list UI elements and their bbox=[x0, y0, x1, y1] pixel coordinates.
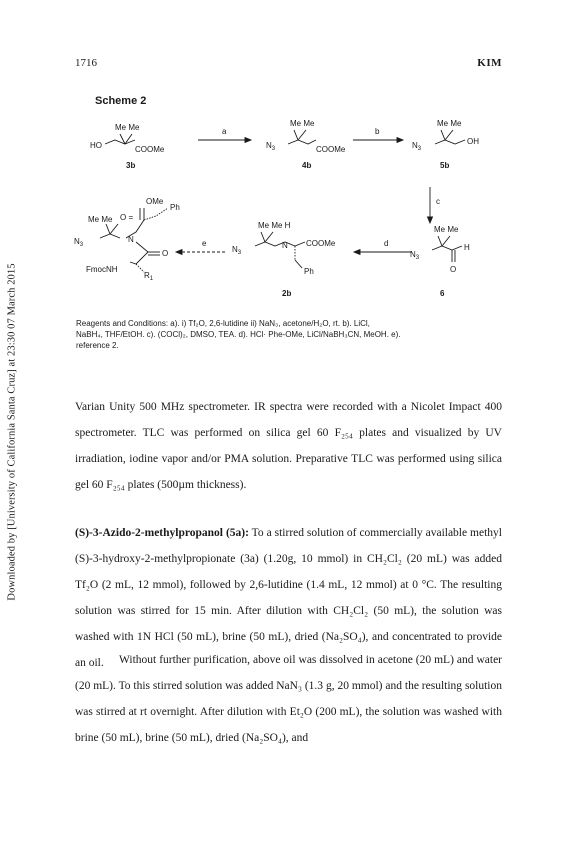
paragraph-synthesis-5a-text: To a stirred solution of commercially available methyl (S)-3-hydroxy-2-methylpropionate (3a) (1.20g, 10 mmol) in CH₂Cl₂ (20 mL) was added Tf₂O (2 mL, 12 mmol), followed by 2,6-lutidine (1.4 mL, 12 mmol) at 0 °C. The resulting solution was stirred for 15 min. After dilution with CH₂Cl₂ (50 mL), the solution was washed with 1N HCl (50 mL), brine (50 mL), dried (Na₂SO₄), and concentrated to provide an oil. bbox=[75, 527, 502, 669]
download-watermark bbox=[0, 0, 24, 864]
atom-n3-2b: $N_3$ bbox=[232, 245, 242, 256]
reagent-label-b: b bbox=[375, 127, 380, 136]
paragraph-azidation bbox=[75, 647, 502, 751]
download-watermark-text: Downloaded by [University of California Santa Cruz] at 23:30 07 March 2015 bbox=[6, 263, 18, 601]
caption-line-3: reference 2. bbox=[76, 341, 119, 350]
atom-n3-left: $N_3$ bbox=[74, 237, 84, 248]
paragraph-instrumentation-text: Varian Unity 500 MHz spectrometer. IR spectra were recorded with a Nicolet Impact 400 spectrometer. TLC was performed on silica gel 60 F₂₅₄ plates and visualized by UV irradiation, iodine vapor and/or PMA solution. Preparative TLC was performed using silica gel 60 F₂₅₄ plates (500µm thickness). bbox=[75, 401, 502, 491]
compound-heading-5a: (S)-3-Azido-2-methylpropanol (5a): bbox=[75, 527, 249, 539]
atom-ph-left: Ph bbox=[170, 203, 180, 212]
compound-label-5b: 5b bbox=[440, 161, 450, 170]
atom-o-left: O bbox=[162, 249, 169, 258]
reagent-label-a: a bbox=[222, 127, 227, 136]
compound-label-6: 6 bbox=[440, 289, 445, 298]
atom-ho-3b: HO bbox=[90, 141, 102, 150]
atom-fmocnh-left: FmocNH bbox=[86, 265, 118, 274]
reagent-label-d: d bbox=[384, 239, 389, 248]
atom-coome-3b: COOMe bbox=[135, 145, 165, 154]
atom-n-2b: N bbox=[282, 241, 288, 250]
atom-oh-5b: OH bbox=[467, 137, 479, 146]
caption-line-1: Reagents and Conditions: a). i) Tf₂O, 2,6-lutidine ii) NaN₃, acetone/H₂O, rt. b). LiCl, bbox=[76, 319, 370, 328]
paragraph-instrumentation bbox=[75, 394, 502, 498]
scheme-caption bbox=[76, 318, 496, 351]
atom-me-me-3b: Me Me bbox=[115, 123, 140, 132]
atom-coome-4b: COOMe bbox=[316, 145, 346, 154]
atom-n3-5b: $N_3$ bbox=[412, 141, 422, 152]
atom-r1-left: $R_1$ bbox=[144, 271, 154, 282]
reaction-scheme bbox=[60, 112, 520, 312]
compound-label-2b: 2b bbox=[282, 289, 292, 298]
atom-n3-6: $N_3$ bbox=[410, 250, 420, 261]
atom-o-eq-left: O = bbox=[120, 213, 134, 222]
running-head: KIM bbox=[477, 57, 502, 69]
atom-me-me-5b: Me Me bbox=[437, 119, 462, 128]
paragraph-azidation-text: Without further purification, above oil was dissolved in acetone (20 mL) and water (20 mL). To this stirred solution was added NaN₃ (1.3 g, 20 mmol) and the resulting solution was stirred at rt overnight. After dilution with Et₂O (200 mL), the solution was washed with brine (50 mL), brine (50 mL), dried (Na₂SO₄), and bbox=[75, 654, 502, 744]
atom-ome-left: OMe bbox=[146, 197, 164, 206]
atom-me-me-6: Me Me bbox=[434, 225, 459, 234]
page-number: 1716 bbox=[75, 57, 97, 69]
reagent-label-e: e bbox=[202, 239, 207, 248]
compound-label-4b: 4b bbox=[302, 161, 312, 170]
caption-line-2: NaBH₄, THF/EtOH. c). (COCl)₂, DMSO, TEA. d). HCl· Phe-OMe, LiCl/NaBH₃CN, MeOH. e). bbox=[76, 330, 401, 339]
scheme-title: Scheme 2 bbox=[95, 95, 147, 107]
atom-n3-4b: $N_3$ bbox=[266, 141, 276, 152]
atom-coome-2b: COOMe bbox=[306, 239, 336, 248]
atom-o-6: O bbox=[450, 265, 457, 274]
compound-label-3b: 3b bbox=[126, 161, 136, 170]
atom-ph-2b: Ph bbox=[304, 267, 314, 276]
atom-me-me-4b: Me Me bbox=[290, 119, 315, 128]
atom-me-me-h-2b: Me Me H bbox=[258, 221, 291, 230]
atom-h-6: H bbox=[464, 243, 470, 252]
atom-me-me-left: Me Me bbox=[88, 215, 113, 224]
reagent-label-c: c bbox=[436, 197, 440, 206]
atom-n-left: N bbox=[128, 235, 134, 244]
